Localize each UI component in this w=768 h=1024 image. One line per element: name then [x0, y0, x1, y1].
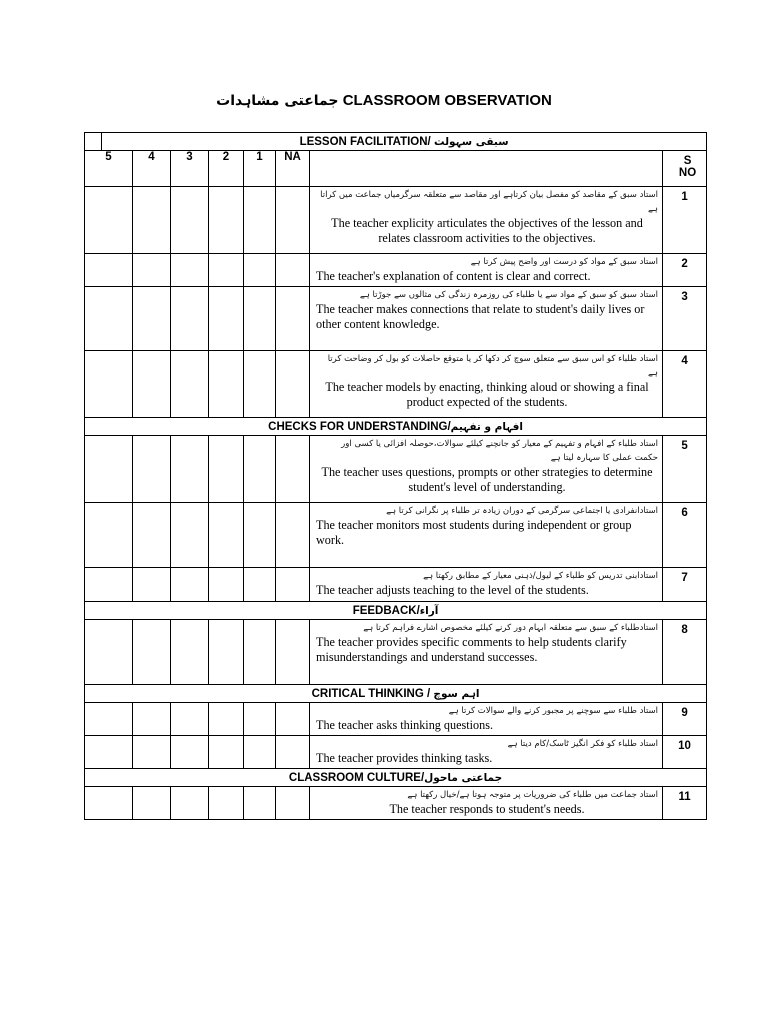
title-english: CLASSROOM OBSERVATION [342, 92, 552, 109]
rating-na-cell[interactable] [276, 436, 310, 503]
item-english: The teacher provides thinking tasks. [316, 751, 493, 765]
section-row [85, 602, 707, 620]
item-description [310, 351, 663, 418]
rating-2-cell[interactable] [209, 568, 244, 602]
blank-cell [85, 133, 102, 151]
item-description [310, 568, 663, 602]
section-lesson-facilitation: LESSON FACILITATION/ سبقی سہولت [102, 133, 707, 151]
item-description [310, 787, 663, 820]
rating-2-cell[interactable] [209, 620, 244, 685]
section-feedback: FEEDBACK/آراء [85, 602, 707, 620]
rating-1-cell[interactable] [244, 736, 276, 769]
rating-5-cell[interactable] [85, 568, 133, 602]
col-5-header: 5 [85, 151, 133, 187]
item-number: 1 [663, 187, 707, 254]
rating-2-cell[interactable] [209, 351, 244, 418]
rating-na-cell[interactable] [276, 254, 310, 287]
rating-1-cell[interactable] [244, 568, 276, 602]
section-row [85, 418, 707, 436]
rating-2-cell[interactable] [209, 736, 244, 769]
item-number: 2 [663, 254, 707, 287]
item-urdu: استاد طلباء کو اس سبق سے متعلق سوچ کر دکھا کر یا متوقع حاصلات کو بول کر وضاحت کرتا ہے [327, 354, 658, 378]
rating-5-cell[interactable] [85, 787, 133, 820]
item-english: The teacher provides specific comments to help students clarify misunderstandings and understand successes. [316, 635, 627, 664]
observation-table [84, 132, 707, 820]
col-2-header: 2 [209, 151, 244, 187]
table-row [85, 620, 707, 685]
item-urdu: استاد طلباء کو فکر انگیز ٹاسک/کام دیتا ہے [507, 739, 658, 749]
item-number: 6 [663, 503, 707, 568]
rating-na-cell[interactable] [276, 187, 310, 254]
item-number: 8 [663, 620, 707, 685]
rating-3-cell[interactable] [171, 287, 209, 351]
table-row [85, 187, 707, 254]
item-description [310, 703, 663, 736]
rating-5-cell[interactable] [85, 351, 133, 418]
rating-3-cell[interactable] [171, 620, 209, 685]
rating-na-cell[interactable] [276, 287, 310, 351]
item-urdu: استاد سبق کے مواد کو درست اور واضح پیش کرتا ہے [470, 257, 658, 267]
rating-na-cell[interactable] [276, 620, 310, 685]
item-description [310, 187, 663, 254]
rating-4-cell[interactable] [133, 503, 171, 568]
item-urdu: استادطلباء کے سبق سے متعلقہ ابہام دور کرنے کیلئے مخصوص اشارے فراہم کرتا ہے [363, 623, 658, 633]
section-critical-thinking: CRITICAL THINKING / اہم سوچ [85, 685, 707, 703]
rating-4-cell[interactable] [133, 736, 171, 769]
table-row [85, 787, 707, 820]
item-description [310, 620, 663, 685]
item-number: 7 [663, 568, 707, 602]
item-urdu: استاد جماعت میں طلباء کی ضروریات پر متوجہ ہوتا ہے/خیال رکھتا ہے [407, 790, 658, 800]
table-row [85, 503, 707, 568]
item-number: 10 [663, 736, 707, 769]
col-1-header: 1 [244, 151, 276, 187]
rating-2-cell[interactable] [209, 787, 244, 820]
item-number: 4 [663, 351, 707, 418]
rating-2-cell[interactable] [209, 436, 244, 503]
col-4-header: 4 [133, 151, 171, 187]
section-checks-for-understanding: CHECKS FOR UNDERSTANDING/افہام و تفہیم [85, 418, 707, 436]
item-english: The teacher monitors most students during independent or group work. [316, 518, 632, 547]
item-urdu: استاد طلباء کے افہام و تفہیم کے معیار کو جانچنے کیلئے سوالات،حوصلہ افزائی یا کسی اور حکمت عملی کا سہارہ لیتا ہے [341, 439, 658, 463]
item-english: The teacher adjusts teaching to the level of the students. [316, 583, 589, 597]
item-urdu: استادانفرادی یا اجتماعی سرگرمی کے دوران زیادہ تر طلباء پر نگرانی کرتا ہے [386, 506, 658, 516]
col-sno-header: S NO [663, 151, 707, 187]
rating-na-cell[interactable] [276, 503, 310, 568]
rating-1-cell[interactable] [244, 187, 276, 254]
rating-5-cell[interactable] [85, 187, 133, 254]
section-row [85, 685, 707, 703]
table-row [85, 703, 707, 736]
rating-1-cell[interactable] [244, 287, 276, 351]
table-row [85, 736, 707, 769]
rating-4-cell[interactable] [133, 787, 171, 820]
rating-5-cell[interactable] [85, 736, 133, 769]
rating-1-cell[interactable] [244, 620, 276, 685]
rating-4-cell[interactable] [133, 568, 171, 602]
item-urdu: استاد طلباء سے سوچنے پر مجبور کرنے والے سوالات کرتا ہے [448, 706, 658, 716]
rating-1-cell[interactable] [244, 503, 276, 568]
rating-3-cell[interactable] [171, 436, 209, 503]
rating-5-cell[interactable] [85, 287, 133, 351]
rating-4-cell[interactable] [133, 620, 171, 685]
rating-4-cell[interactable] [133, 287, 171, 351]
table-row [85, 254, 707, 287]
rating-4-cell[interactable] [133, 436, 171, 503]
rating-3-cell[interactable] [171, 187, 209, 254]
item-english: The teacher models by enacting, thinking aloud or showing a final product expected of the students. [325, 380, 649, 409]
title-urdu: جماعتی مشاہدات [216, 93, 339, 109]
item-description [310, 736, 663, 769]
rating-1-cell[interactable] [244, 703, 276, 736]
table-row [85, 287, 707, 351]
item-number: 9 [663, 703, 707, 736]
item-urdu: استاد سبق کے مقاصد کو مفصل بیان کرتاہے اور مقاصد سے متعلقہ سرگرمیاں جماعت میں کراتا ہے [320, 190, 658, 214]
table-row [85, 568, 707, 602]
rating-5-cell[interactable] [85, 436, 133, 503]
rating-na-cell[interactable] [276, 351, 310, 418]
item-english: The teacher explicity articulates the objectives of the lesson and relates classroom activities to the objectives. [331, 216, 643, 245]
col-na-header: NA [276, 151, 310, 187]
rating-5-cell[interactable] [85, 254, 133, 287]
rating-na-cell[interactable] [276, 787, 310, 820]
table-row [85, 436, 707, 503]
section-classroom-culture: CLASSROOM CULTURE/جماعتی ماحول [85, 769, 707, 787]
item-description [310, 287, 663, 351]
item-description [310, 254, 663, 287]
rating-3-cell[interactable] [171, 703, 209, 736]
page-title [0, 92, 768, 109]
item-number: 11 [663, 787, 707, 820]
section-row [85, 133, 707, 151]
item-english: The teacher asks thinking questions. [316, 718, 494, 732]
rating-3-cell[interactable] [171, 787, 209, 820]
table-row [85, 351, 707, 418]
rating-na-cell[interactable] [276, 568, 310, 602]
rating-3-cell[interactable] [171, 254, 209, 287]
rating-na-cell[interactable] [276, 736, 310, 769]
item-english: The teacher makes connections that relate to student's daily lives or other content knowledge. [316, 302, 645, 331]
item-english: The teacher uses questions, prompts or other strategies to determine student's level of understanding. [321, 465, 653, 494]
rating-4-cell[interactable] [133, 254, 171, 287]
rating-1-cell[interactable] [244, 254, 276, 287]
rating-2-cell[interactable] [209, 254, 244, 287]
rating-2-cell[interactable] [209, 187, 244, 254]
rating-4-cell[interactable] [133, 351, 171, 418]
rating-1-cell[interactable] [244, 787, 276, 820]
rating-1-cell[interactable] [244, 351, 276, 418]
col-3-header: 3 [171, 151, 209, 187]
rating-3-cell[interactable] [171, 736, 209, 769]
rating-5-cell[interactable] [85, 703, 133, 736]
item-description [310, 503, 663, 568]
header-row [85, 151, 707, 187]
rating-3-cell[interactable] [171, 503, 209, 568]
section-row [85, 769, 707, 787]
rating-5-cell[interactable] [85, 503, 133, 568]
item-description [310, 436, 663, 503]
rating-1-cell[interactable] [244, 436, 276, 503]
item-urdu: استاد سبق کو سبق کے مواد سے یا طلباء کی روزمرہ زندگی کی مثالوں سے جوڑتا ہے [359, 290, 658, 300]
rating-3-cell[interactable] [171, 351, 209, 418]
rating-4-cell[interactable] [133, 187, 171, 254]
item-number: 3 [663, 287, 707, 351]
item-english: The teacher responds to student's needs. [389, 802, 585, 816]
rating-2-cell[interactable] [209, 503, 244, 568]
item-english: The teacher's explanation of content is clear and correct. [316, 269, 591, 283]
rating-3-cell[interactable] [171, 568, 209, 602]
item-number: 5 [663, 436, 707, 503]
rating-na-cell[interactable] [276, 703, 310, 736]
rating-2-cell[interactable] [209, 703, 244, 736]
rating-4-cell[interactable] [133, 703, 171, 736]
item-urdu: استادابنی تدریس کو طلباء کے لیول/ذہنی معیار کے مطابق رکھتا ہے [423, 571, 658, 581]
col-description-header [310, 151, 663, 187]
rating-5-cell[interactable] [85, 620, 133, 685]
rating-2-cell[interactable] [209, 287, 244, 351]
